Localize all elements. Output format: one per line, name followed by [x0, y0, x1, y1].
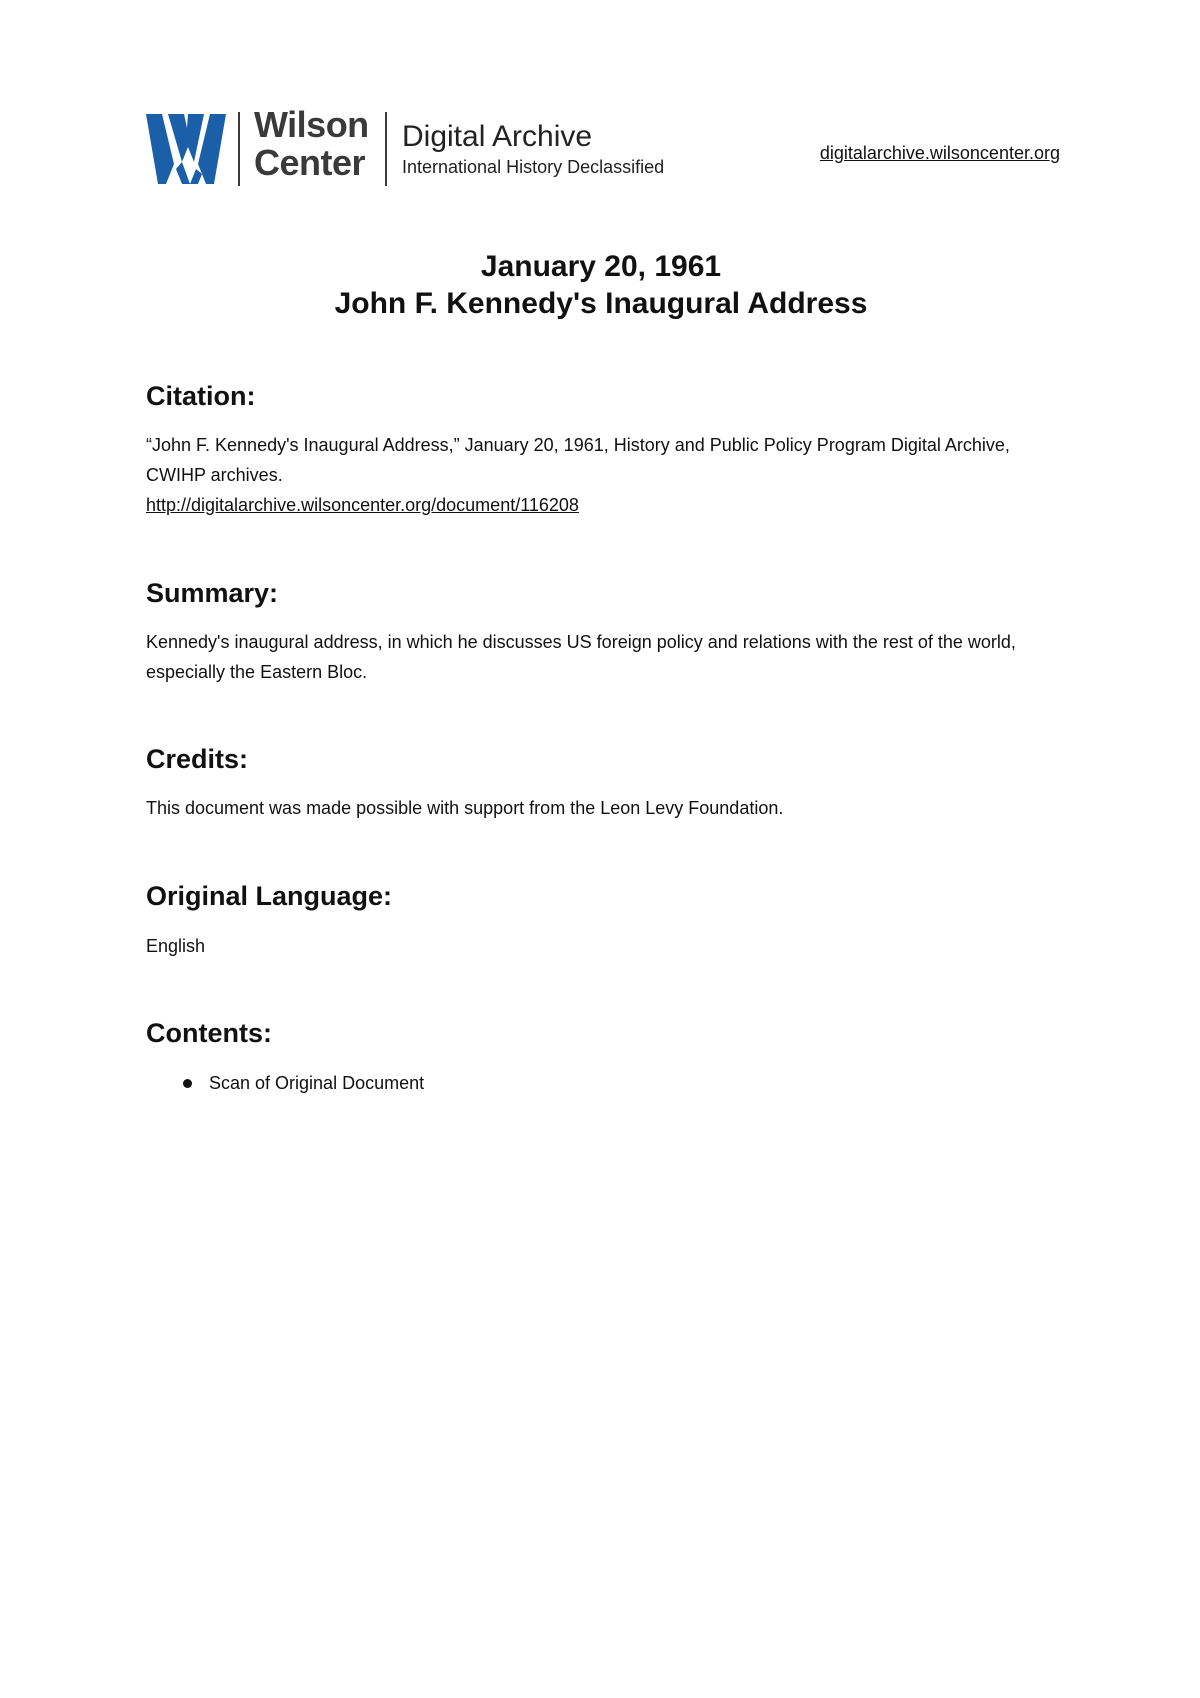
credits-heading: Credits:	[146, 744, 249, 774]
document-title-block	[146, 248, 1056, 322]
citation-heading: Citation:	[146, 381, 256, 411]
logo-divider	[385, 112, 387, 186]
summary-heading: Summary:	[146, 578, 279, 608]
page-header	[146, 104, 1066, 192]
wordmark-line-2: Center	[254, 142, 366, 183]
original-language-text: English	[146, 936, 206, 956]
credits-text: This document was made possible with support from the Leon Levy Foundation.	[146, 798, 784, 818]
citation-body	[146, 430, 1056, 520]
archive-tagline: International History Declassified	[402, 157, 665, 177]
contents-item-label: Scan of Original Document	[209, 1073, 425, 1093]
document-title: John F. Kennedy's Inaugural Address	[334, 287, 868, 320]
original-language-heading: Original Language:	[146, 881, 393, 911]
wilson-w-logo-icon	[146, 114, 226, 184]
wilson-center-wordmark	[254, 106, 369, 182]
archive-title: Digital Archive	[402, 120, 593, 153]
site-link[interactable]: digitalarchive.wilsoncenter.org	[819, 143, 1060, 163]
logo-divider	[238, 112, 240, 186]
citation-text: “John F. Kennedy's Inaugural Address,” January 20, 1961, History and Public Policy Program Digital Archive, CWIHP archives.	[146, 435, 1010, 485]
document-date: January 20, 1961	[480, 250, 722, 283]
list-item[interactable]	[146, 1068, 424, 1098]
contents-list	[146, 1068, 424, 1098]
summary-text: Kennedy's inaugural address, in which he discusses US foreign policy and relations with the rest of the world, especially the Eastern Bloc.	[146, 632, 1016, 682]
contents-heading: Contents:	[146, 1018, 272, 1048]
citation-link[interactable]: http://digitalarchive.wilsoncenter.org/document/116208	[146, 495, 579, 515]
wordmark-line-1: Wilson	[254, 104, 369, 145]
bullet-icon	[183, 1079, 192, 1088]
